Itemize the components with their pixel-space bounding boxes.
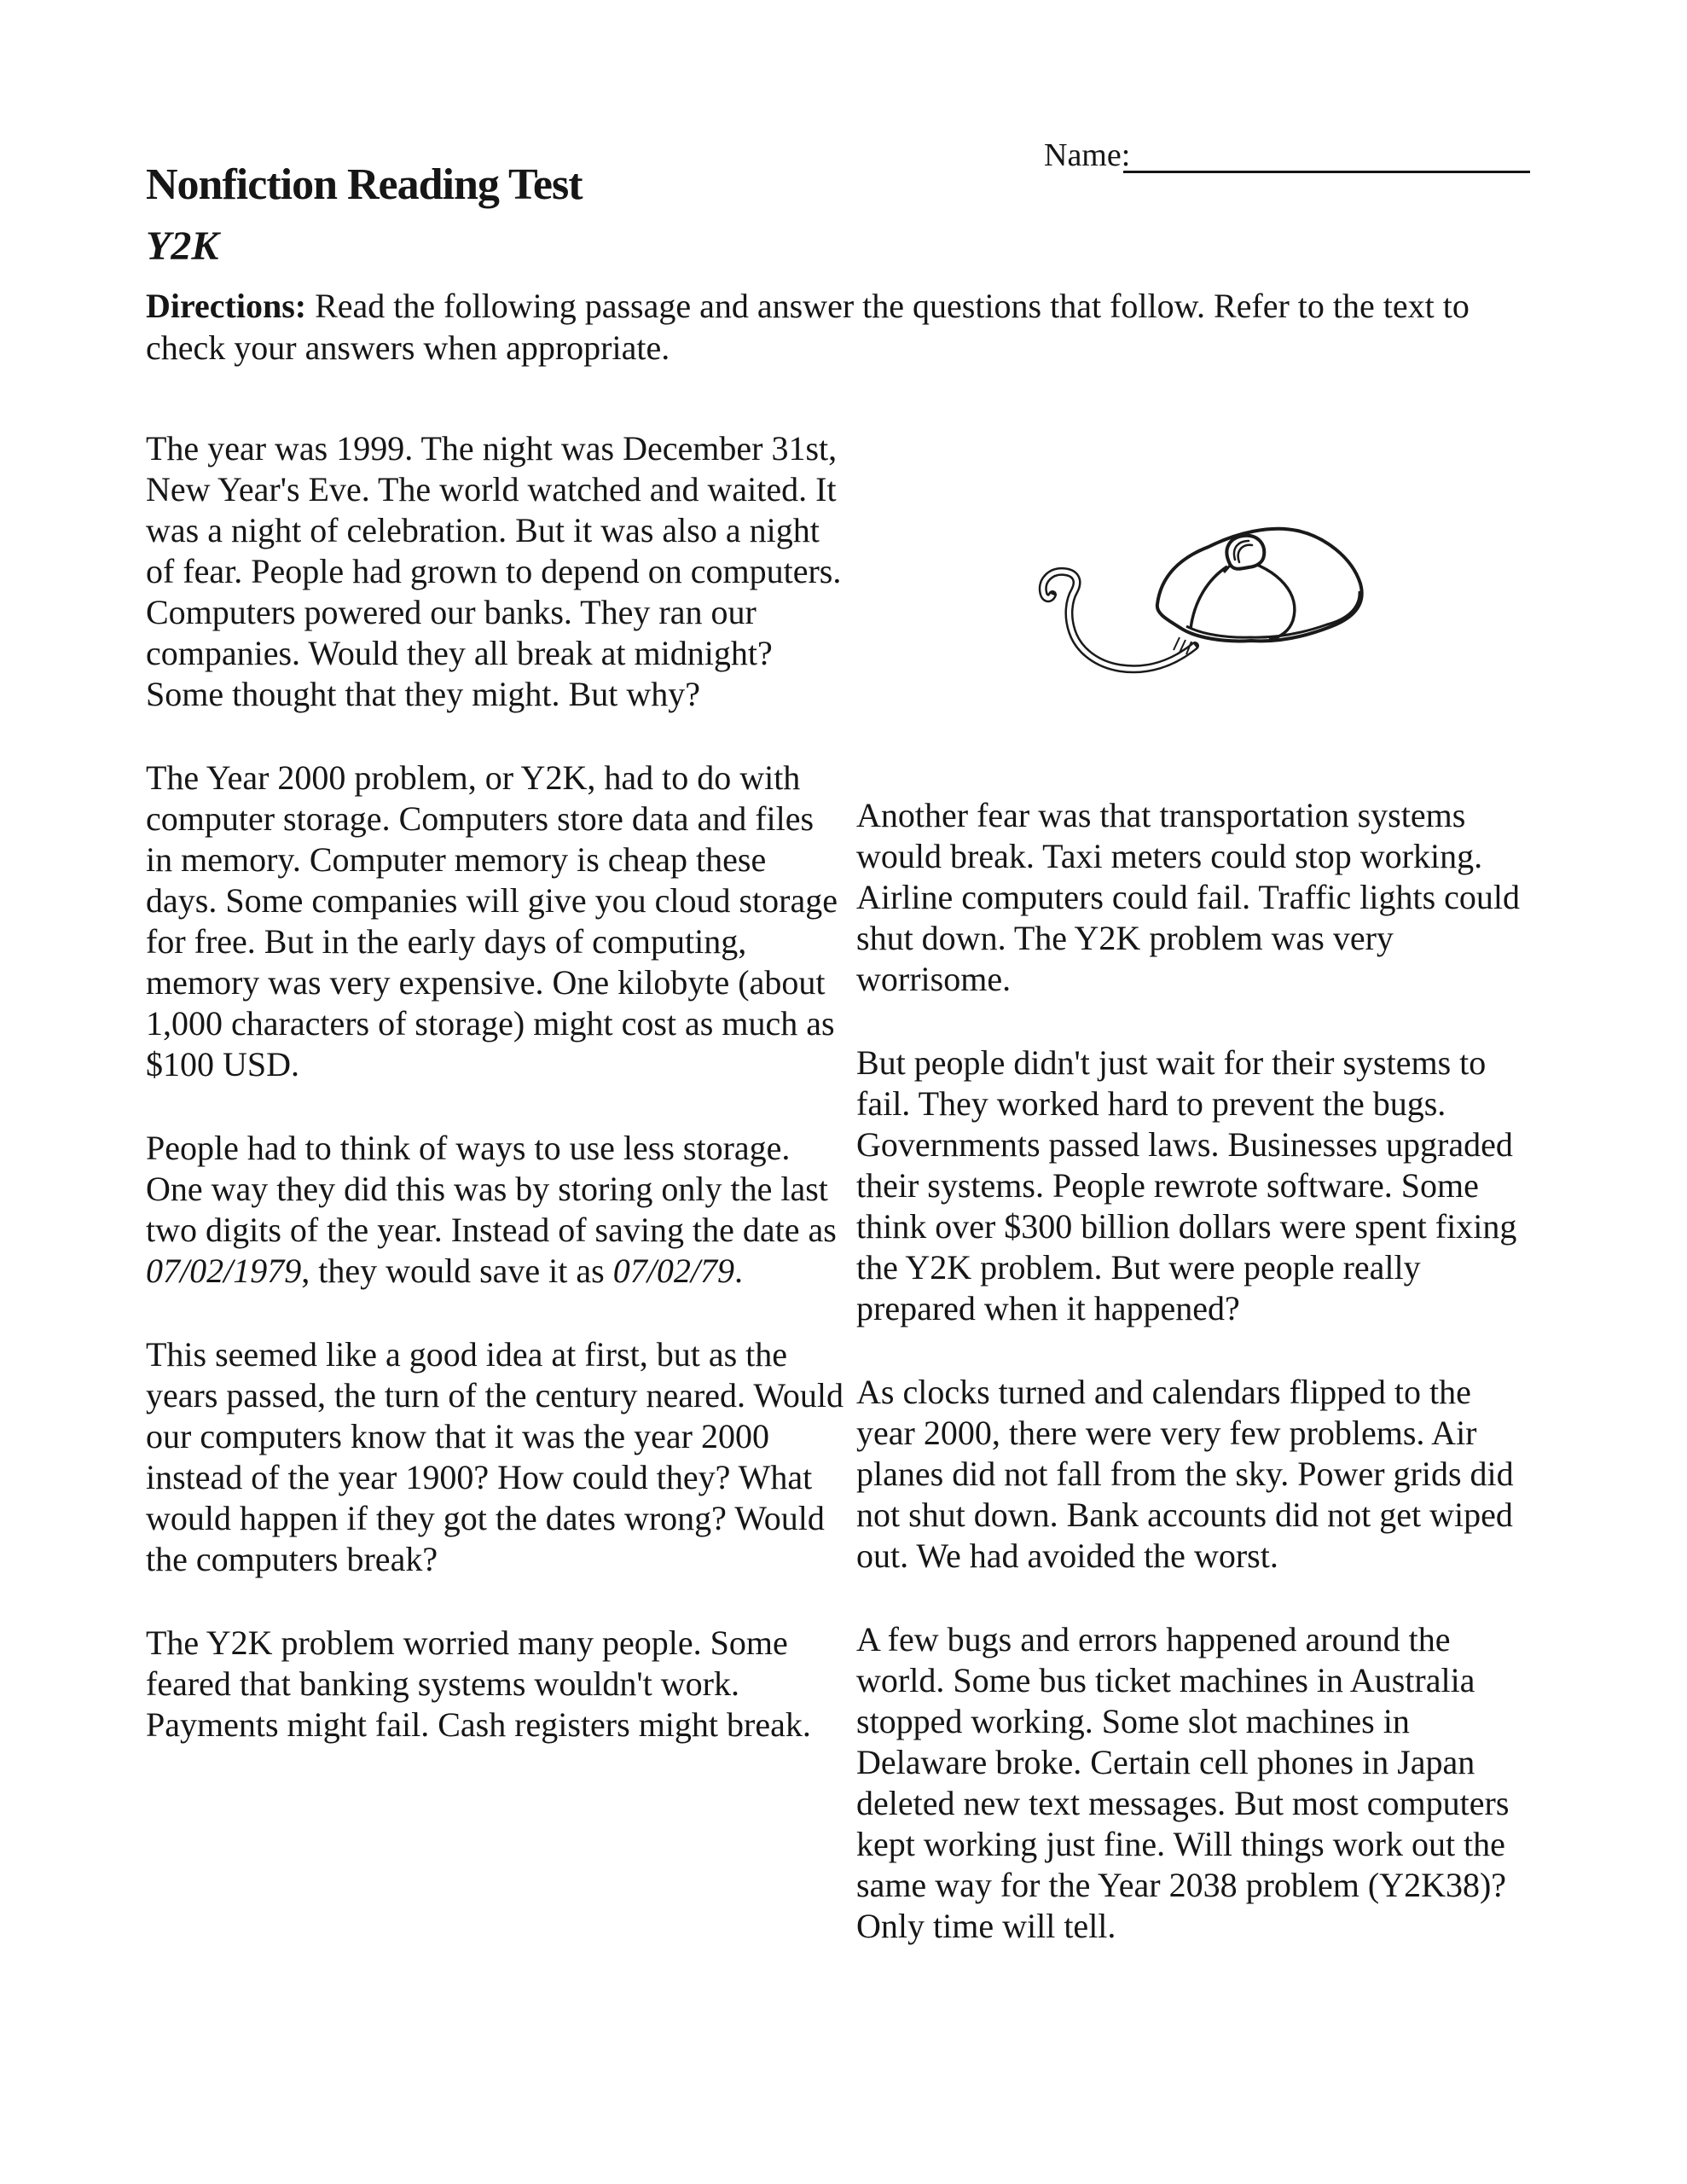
page-title: Nonfiction Reading Test xyxy=(146,160,583,209)
passage-paragraph: But people didn't just wait for their systems to fail. They worked hard to prevent the bugs. Governments passed laws. Businesses upgraded their systems. People rewrote software. Some think over $300 billion dollars were spent fixing the Y2K problem. But were people really prepared when it happened? xyxy=(856,1043,1517,1327)
page-subtitle: Y2K xyxy=(146,224,219,269)
passage-paragraph: The Year 2000 problem, or Y2K, had to do with computer storage. Computers store data and files in memory. Computer memory is cheap these days. Some companies will give you cloud storage for free. But in the early days of computing, memory was very expensive. One kilobyte (about 1,000 characters of storage) might cost as much as $100 USD. xyxy=(146,758,838,1083)
passage-paragraph: As clocks turned and calendars flipped to the year 2000, there were very few problems. Air planes did not fall from the sky. Power grids did not shut down. Bank accounts did not get wiped out. We had avoided the worst. xyxy=(856,1373,1514,1575)
passage-left-column xyxy=(146,428,845,1788)
passage-paragraph: The year was 1999. The night was December 31st, New Year's Eve. The world watched and waited. It was a night of celebration. But it was also a night of fear. People had grown to depend on computers. Computers powered our banks. They ran our companies. Would they all break at midnight? Some thought that they might. But why? xyxy=(146,429,842,713)
name-label: Name: xyxy=(1044,137,1131,173)
passage-paragraph: This seemed like a good idea at first, but as the years passed, the turn of the century neared. Would our computers know that it was the year 2000 instead of the year 1900? How could they? What would happen if they got the dates wrong? Would the computers break? xyxy=(146,1335,844,1578)
passage-paragraph: The Y2K problem worried many people. Some feared that banking systems wouldn't work. Payments might fail. Cash registers might break. xyxy=(146,1623,811,1744)
passage-right-column xyxy=(856,795,1530,1989)
passage-paragraph: People had to think of ways to use less storage. One way they did this was by storing only the last two digits of the year. Instead of saving the date as 07/02/1979, they would save it as 07/02/79. xyxy=(146,1129,837,1290)
directions-text: Directions: Read the following passage and answer the questions that follow. Refer to the text to check your answers when appropriate. xyxy=(146,287,1470,367)
name-blank-line xyxy=(1123,171,1530,173)
passage-paragraph: Another fear was that transportation systems would break. Taxi meters could stop working. Airline computers could fail. Traffic lights could shut down. The Y2K problem was very worrisome. xyxy=(856,796,1521,998)
passage-paragraph: A few bugs and errors happened around the world. Some bus ticket machines in Australia stopped working. Some slot machines in Delaware broke. Certain cell phones in Japan deleted new text messages. But most computers kept working just fine. Will things work out the same way for the Year 2038 problem (Y2K38)? Only time will tell. xyxy=(856,1620,1510,1945)
computer-mouse-icon xyxy=(1019,512,1369,682)
